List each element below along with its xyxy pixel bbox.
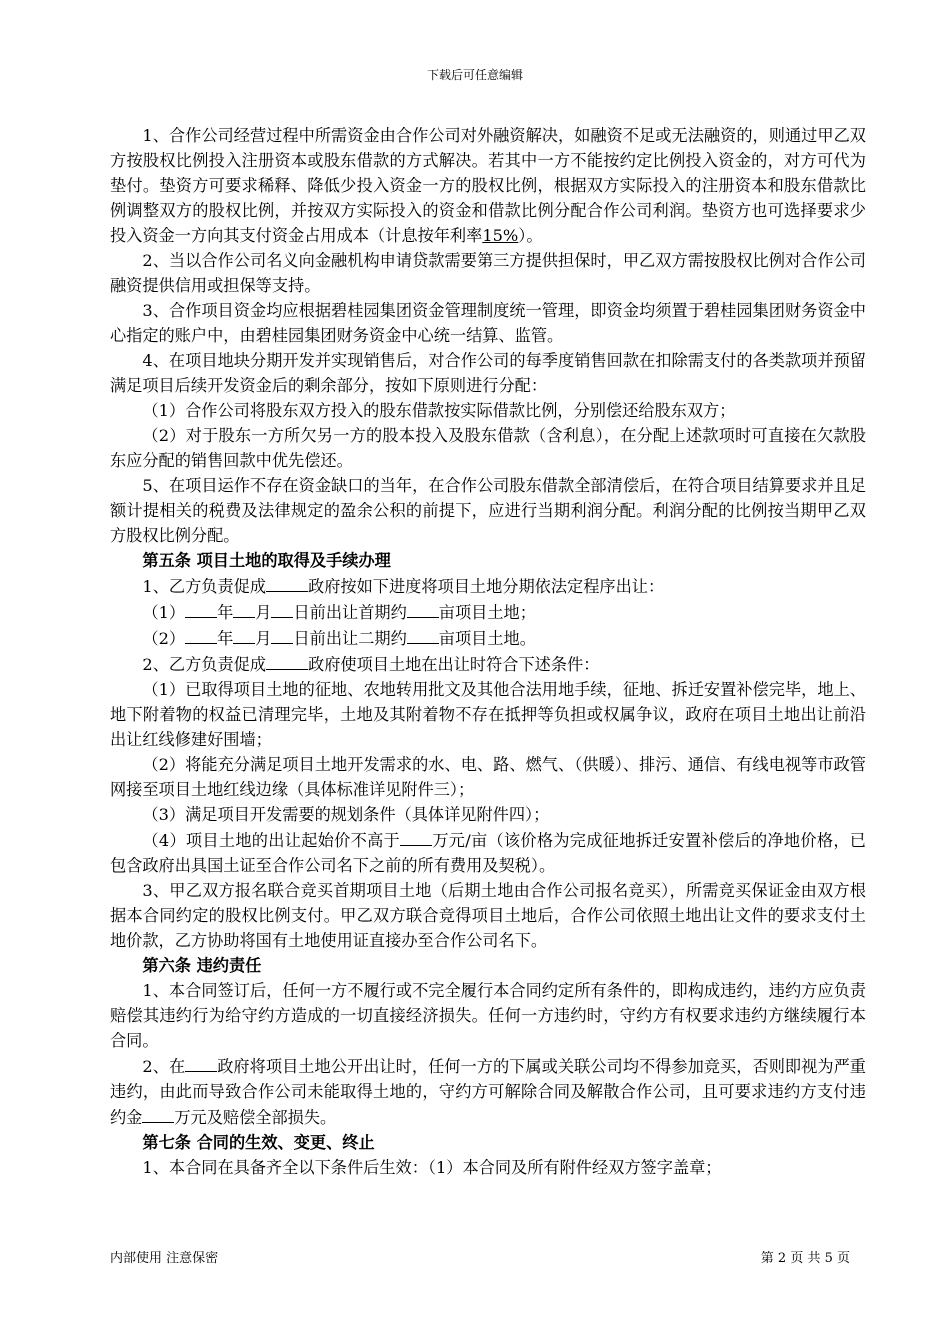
article-5-clause-1-item-2: （2） 年 月 日前出让二期约 亩项目土地。 [110,625,866,651]
blank-field [185,1053,217,1072]
blank-field [400,827,432,846]
article-5-heading: 第五条 项目土地的取得及手续办理 [142,551,391,570]
document-body [110,123,866,1180]
interest-rate: 15% [482,226,519,245]
paragraph-distribution-item-1: （1）合作公司将股东双方投入的股东借款按实际借款比例，分别偿还给股东双方； [142,401,736,420]
page-number: 第 2 页 共 5 页 [760,1251,850,1266]
blank-field [233,625,255,644]
article-6-clause-1: 1、本合同签订后，任何一方不履行或不完全履行本合同约定所有条件的，即构成违约，违约方应负责赔偿其违约行为给守约方造成的一切直接经济损失。任何一方违约时，守约方有权要求违约方继续履行本合同。 [110,981,866,1050]
article-5-clause-2-item-4: （4）项目土地的出让起始价不高于 万元/亩（该价格为完成征地拆迁安置补偿后的净地价格，已包含政府出具国土证至合作公司名下之前的所有费用及契税）。 [110,827,866,878]
blank-field [407,625,439,644]
article-5-clause-1-item-1: （1） 年 月 日前出让首期约 亩项目土地； [110,599,866,625]
article-6-heading: 第六条 违约责任 [142,956,262,975]
page-header: 下载后可任意编辑 [426,68,523,82]
blank-field [407,599,439,618]
article-5-clause-2-item-2: （2）将能充分满足项目土地开发需求的水、电、路、燃气、（供暖）、排污、通信、有线电视等市政管网接至项目土地红线边缘（具体标准详见附件三）； [110,755,866,799]
paragraph-funding: 1、合作公司经营过程中所需资金由合作公司对外融资解决，如融资不足或无法融资的，则通过甲乙双方按股权比例投入注册资本或股东借款的方式解决。若其中一方不能按约定比例投入资金的，对方可代为垫付。垫资方可要求稀释、降低少投入资金一方的股权比例，根据双方实际投入的注册资本和股东借款比例调整双方的股权比例，并按双方实际投入的资金和借款比例分配合作公司利润。垫资方也可选择要求少投入资金一方向其支付资金占用成本（计息按年利率15%）。 [110,126,866,245]
article-5-clause-1: 1、乙方负责促成 政府按如下进度将项目土地分期依法定程序出让： [110,573,866,599]
article-7-heading: 第七条 合同的生效、变更、终止 [142,1133,375,1152]
paragraph-profit: 5、在项目运作不存在资金缺口的当年，在合作公司股东借款全部清偿后，在符合项目结算要求并且足额计提相关的税费及法律规定的盈余公积的前提下，应进行当期利润分配。利润分配的比例按当期甲乙双方股权比例分配。 [110,476,866,545]
article-5-clause-2-item-3: （3）满足项目开发需要的规划条件（具体详见附件四）； [142,805,550,824]
article-6-clause-2: 2、在 政府将项目土地公开出让时，任何一方的下属或关联公司均不得参加竞买，否则即视为严重违约，由此而导致合作公司未能取得土地的，守约方可解除合同及解散合作公司，且可要求违约方支付违约金 万元及赔偿全部损失。 [110,1053,866,1130]
article-7-clause-1: 1、本合同在具备齐全以下条件后生效：（1）本合同及所有附件经双方签字盖章； [142,1158,722,1177]
blank-field [266,651,308,670]
blank-field [271,625,293,644]
blank-field [271,599,293,618]
article-5-clause-2: 2、乙方负责促成 政府使项目土地在出让时符合下述条件： [110,651,866,677]
blank-field [185,599,217,618]
confidential-note: 内部使用 注意保密 [110,1251,219,1266]
blank-field [185,625,217,644]
article-5-clause-2-item-1: （1）已取得项目土地的征地、农地转用批文及其他合法用地手续，征地、拆迁安置补偿完毕，地上、地下附着物的权益已清理完毕，土地及其附着物不存在抵押等负担或权属争议，政府在项目土地出让前沿出让红线修建好围墙； [110,680,866,749]
paragraph-guarantee: 2、当以合作公司名义向金融机构申请贷款需要第三方提供担保时，甲乙双方需按股权比例对合作公司融资提供信用或担保等支持。 [110,251,866,295]
blank-field [233,599,255,618]
article-5-clause-3: 3、甲乙双方报名联合竞买首期项目土地（后期土地由合作公司报名竞买），所需竞买保证金由双方根据本合同约定的股权比例支付。甲乙双方联合竞得项目土地后，合作公司依照土地出让文件的要求支付土地价款，乙方协助将国有土地使用证直接办至合作公司名下。 [110,881,866,950]
paragraph-distribution: 4、在项目地块分期开发并实现销售后，对合作公司的每季度销售回款在扣除需支付的各类款项并预留满足项目后续开发资金后的剩余部分，按如下原则进行分配： [110,351,866,395]
paragraph-distribution-item-2: （2）对于股东一方所欠另一方的股本投入及股东借款（含利息），在分配上述款项时可直接在欠款股东应分配的销售回款中优先偿还。 [110,426,866,470]
blank-field [266,573,308,592]
paragraph-fund-management: 3、合作项目资金均应根据碧桂园集团资金管理制度统一管理，即资金均须置于碧桂园集团财务资金中心指定的账户中，由碧桂园集团财务资金中心统一结算、监管。 [110,301,866,345]
blank-field [142,1104,174,1123]
